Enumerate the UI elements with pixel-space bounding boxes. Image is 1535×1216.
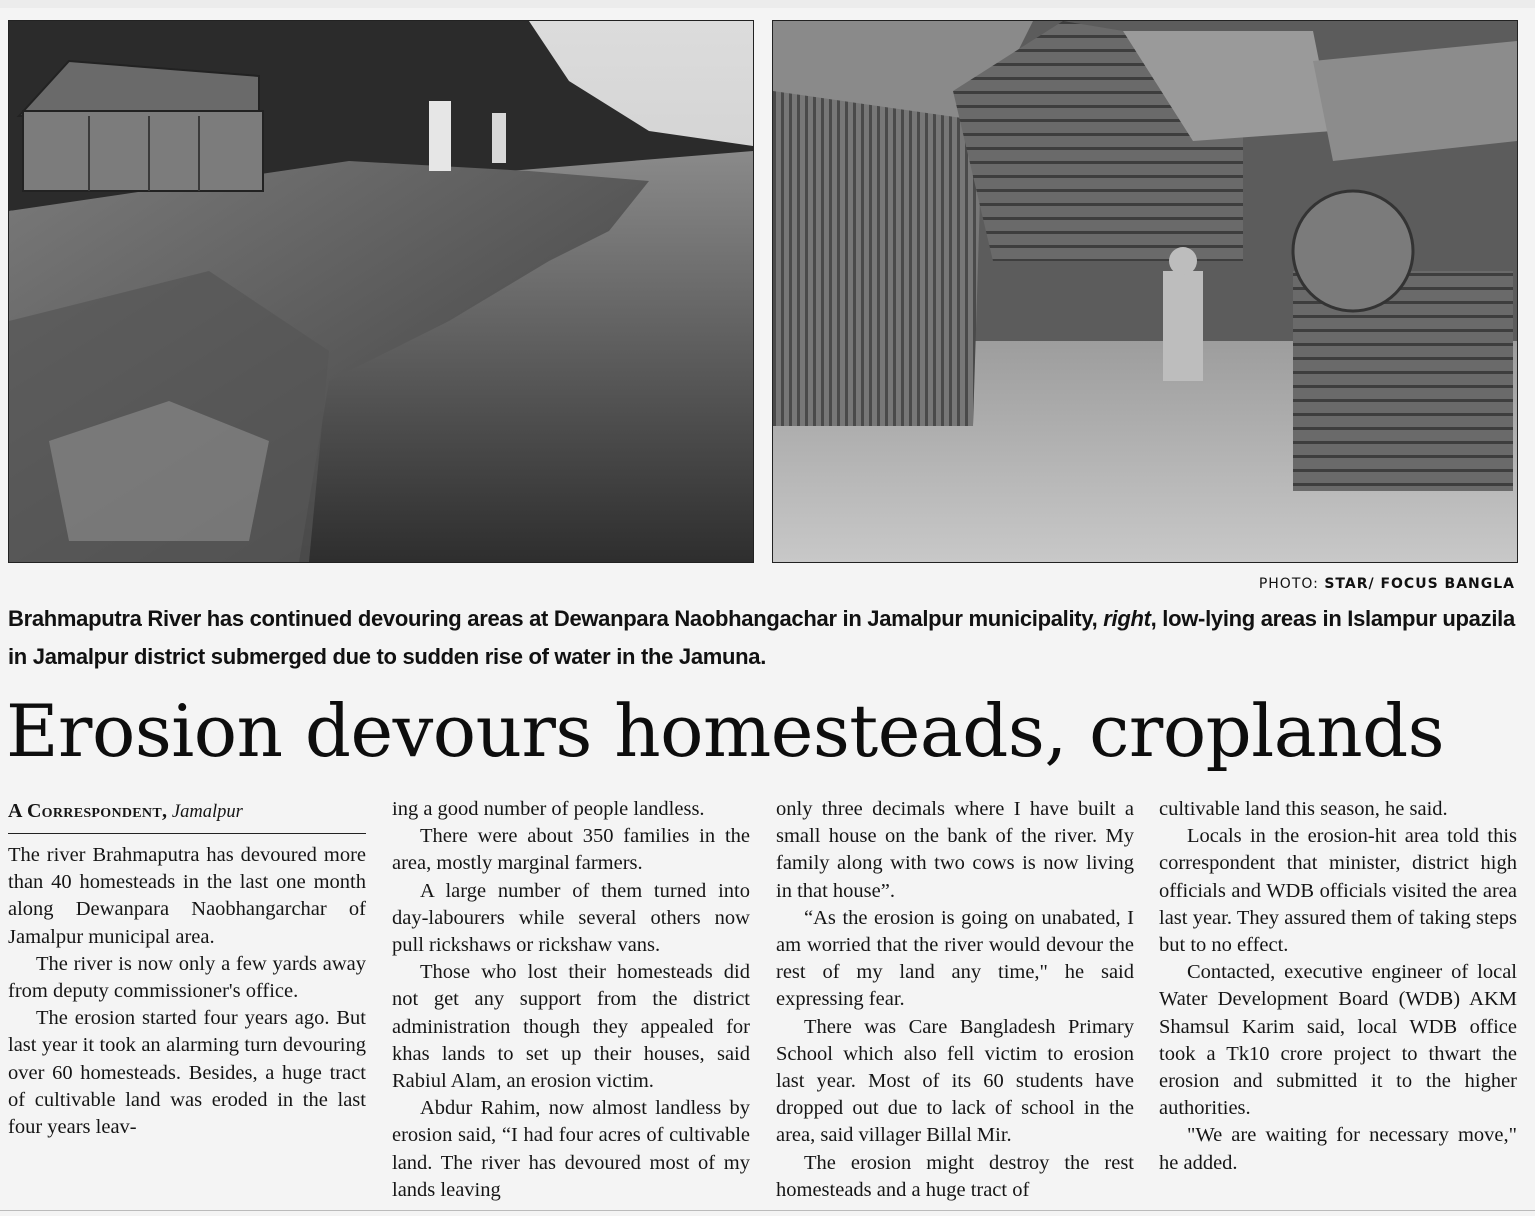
paragraph: There was Care Bangladesh Primary School which also fell victim to erosion last year. Most of its 60 students have dropped out due to lack of school in the area, said villager Billal Mir. (776, 1015, 1134, 1147)
paragraph: Those who lost their homesteads did not get any support from the district administration though they appealed for khas lands to set up their houses, said Rabiul Alam, an erosion victim. (392, 961, 750, 1093)
paragraph: cultivable land this season, he said. (1159, 798, 1448, 820)
photo-credit (1259, 576, 1515, 592)
paragraph: The erosion started four years ago. But last year it took an alarming turn devouring over 60 homesteads. Besides, a huge tract of cultivable land was eroded in the last four years leav- (8, 1007, 366, 1139)
photo-caption (8, 600, 1520, 676)
caption-text-italic: right (1103, 606, 1151, 631)
byline-location: Jamalpur (171, 802, 243, 822)
byline-author: A Correspondent, (8, 800, 168, 822)
bottom-rule (0, 1210, 1535, 1211)
photo-credit-label: PHOTO: (1258, 576, 1319, 592)
paragraph: Contacted, executive engineer of local Water Development Board (WDB) AKM Shamsul Karim said, local WDB office took a Tk10 crore project to thwart the erosion and submitted it to the higher authorities. (1159, 961, 1517, 1120)
caption-text-part1: Brahmaputra River has continued devouring areas at Dewanpara Naobhangachar in Jamalpur municipality, (8, 606, 1098, 631)
paragraph: Locals in the erosion-hit area told this correspondent that minister, district high officials and WDB officials visited the area last year. They assured them of taking steps but to no effect. (1159, 825, 1517, 957)
paragraph: only three decimals where I have built a small house on the bank of the river. My family along with two cows is now living in that house”. (776, 798, 1134, 902)
article-column-4 (1159, 796, 1517, 1177)
article-column-2 (392, 796, 750, 1204)
paragraph: A large number of them turned into day-labourers while several others now pull rickshaws or rickshaw vans. (392, 879, 750, 957)
article-headline: Erosion devours homesteads, croplands (6, 689, 1445, 773)
paragraph: ing a good number of people landless. (392, 798, 705, 820)
paragraph: “As the erosion is going on unabated, I am worried that the river would devour the rest of my land any time," he said expressing fear. (776, 906, 1134, 1011)
paragraph: The river is now only a few yards away from deputy commissioner's office. (8, 952, 366, 1003)
article-column-1 (8, 796, 366, 1141)
paragraph: The erosion might destroy the rest homesteads and a huge tract of (776, 1151, 1134, 1201)
paragraph: Abdur Rahim, now almost landless by erosion said, “I had four acres of cultivable land. The river has devoured most of my lands leaving (392, 1097, 750, 1201)
byline (8, 796, 366, 834)
flooded-village-photo (772, 20, 1518, 563)
article-column-3 (776, 796, 1134, 1204)
top-rule (0, 0, 1535, 8)
paragraph: The river Brahmaputra has devoured more than 40 homesteads in the last one month along Dewanpara Naobhangarchar of Jamalpur municipal area. (8, 844, 366, 948)
photo-credit-source: STAR/ FOCUS BANGLA (1324, 576, 1515, 592)
paragraph: "We are waiting for necessary move," he added. (1159, 1124, 1517, 1174)
paragraph: There were about 350 families in the area, mostly marginal farmers. (392, 825, 750, 875)
caption-text-part2: , low-lying areas in Islampur upazila in Jamalpur district submerged due to sudden rise of water in the Jamuna. (8, 606, 1515, 669)
eroded-riverbank-photo (8, 20, 754, 563)
